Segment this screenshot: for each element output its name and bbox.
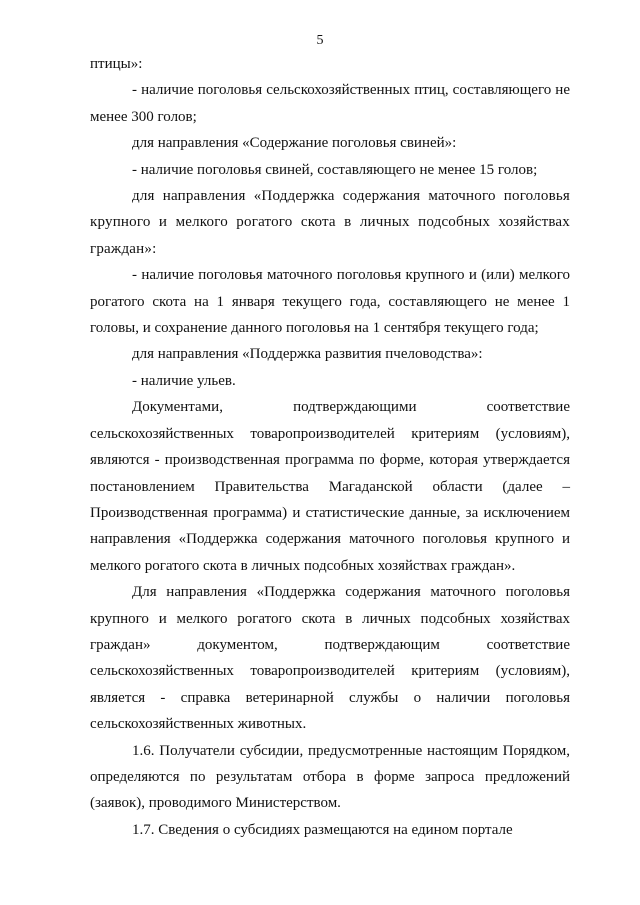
- paragraph-poultry-criterion: - наличие поголовья сельскохозяйственных птиц, составляющего не менее 300 голов;: [90, 82, 570, 125]
- paragraph-pig-direction: для направления «Содержание поголовья свиней»:: [132, 135, 457, 152]
- paragraph-beekeeping-direction: для направления «Поддержка развития пчеловодства»:: [132, 346, 483, 363]
- page-number: 5: [316, 33, 324, 48]
- paragraph-pig-criterion: - наличие поголовья свиней, составляющего не менее 15 голов;: [132, 161, 538, 178]
- paragraph-cattle-documents: Для направления «Поддержка содержания маточного поголовья крупного и мелкого рогатого скота в личных подсобных хозяйствах граждан» документом, подтверждающим соответствие сельскохозяйственных товаропроизводителей критериям (условиям), является - справка ветеринарной службы о наличии поголовья сельскохозяйственных животных.: [90, 584, 570, 733]
- paragraph-1-6: 1.6. Получатели субсидии, предусмотренные настоящим Порядком, определяются по результатам отбора в форме запроса предложений (заявок), проводимого Министерством.: [90, 742, 570, 812]
- paragraph-cattle-direction: для направления «Поддержка содержания маточного поголовья крупного и мелкого рогатого скота в личных подсобных хозяйствах граждан»:: [90, 188, 570, 257]
- paragraph-1-7: 1.7. Сведения о субсидиях размещаются на едином портале: [132, 821, 513, 838]
- paragraph-continuation: птицы»:: [90, 56, 143, 72]
- document-body: [90, 51, 570, 843]
- paragraph-cattle-criterion: - наличие поголовья маточного поголовья крупного и (или) мелкого рогатого скота на 1 января текущего года, составляющего не менее 1 головы, и сохранение данного поголовья на 1 сентября текущего года;: [90, 267, 570, 337]
- paragraph-documents: Документами, подтверждающими соответствие сельскохозяйственных товаропроизводителей критериям (условиям), являются - производственная программа по форме, которая утверждается постановлением Правительства Магаданской области (далее – Производственная программа) и статистические данные, за исключением направления «Поддержка содержания маточного поголовья крупного и мелкого рогатого скота в личных подсобных хозяйствах граждан».: [90, 399, 570, 574]
- paragraph-beekeeping-criterion: - наличие ульев.: [132, 372, 236, 389]
